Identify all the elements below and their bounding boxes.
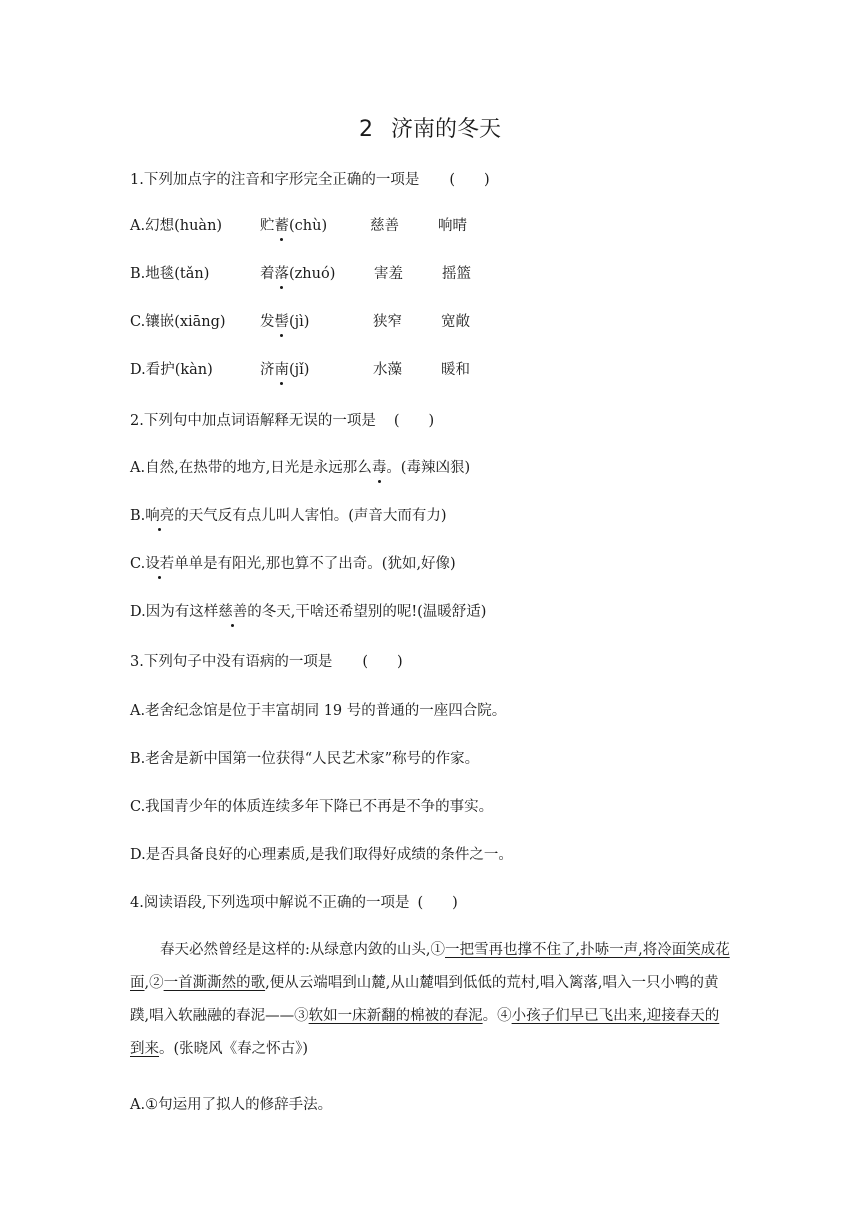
lesson-number: 2: [358, 117, 373, 142]
dotted-char: 髻: [274, 314, 289, 330]
underlined-sentence-2: 一首澌澌然的歌: [163, 975, 266, 991]
document-page: 2 济南的冬天 1.下列加点字的注音和字形完全正确的一项是 ( ) A.幻想(huàn) 贮蓄(chù) 慈善 响晴 B.地毯(tǎn) 着落(zhuó) 害羞 摇篮 C.镶嵌(xiāng) 发髻(jì) 狭窄 宽敞 D.看护(kàn) 济南(jǐ) 水藻 暖和 2.下列句中加点词语解释无误的一项是 ( ) A.自然,在热带的地方,日光是永远那么毒。(毒辣凶狠) B.响亮的天气反有点儿叫人害怕。(声音大而有力) C.设若单单是有阳光,那也算不了出奇。(犹如,好像) D.因为有这样慈善的冬天,干啥还希望别的呢!(温暖舒适) 3.下列句子中没有语病的一项是 ( ) A.老舍纪念馆是位于丰富胡同 19 号的普通的一座四合院。 B.老舍是新中国第一位获得“人民艺术家”称号的作家。 C.我国青少年的体质连续多年下降已不再是不争的事实。 D.是否具备良好的心理素质,是我们取得好成绩的条件之一。 4.阅读语段,下列选项中解说不正确的一项是 ( ) 春天必然曾经是这样的:从绿意内敛的山头,①一把雪再也撑不住了,扑哧一声,将冷面笑成花面,②一首澌澌然的歌,便从云端唱到山麓,从山麓唱到低低的荒村,唱入篱落,唱入一只小鸭的黄蹼,唱入软融融的春泥——③软如一床新翻的棉被的春泥。④小孩子们早已飞出来,迎接春天的到来。(张晓风《春之怀古》) A.①句运用了拟人的修辞手法。: [0, 0, 860, 1216]
dotted-word: 响亮: [145, 508, 175, 524]
question-1-stem: 1.下列加点字的注音和字形完全正确的一项是 ( ): [130, 172, 490, 188]
dotted-char: 落: [274, 266, 289, 282]
lesson-title: 济南的冬天: [390, 117, 501, 142]
question-4-option-a: A.①句运用了拟人的修辞手法。: [130, 1097, 333, 1113]
page-title: [0, 112, 860, 143]
answer-blank: ( ): [393, 413, 435, 429]
answer-blank: ( ): [417, 895, 458, 911]
question-3-stem: 3.下列句子中没有语病的一项是 ( ): [130, 654, 403, 670]
dotted-word: 设若: [145, 556, 175, 572]
question-3-option-d: D.是否具备良好的心理素质,是我们取得好成绩的条件之一。: [130, 847, 513, 863]
underlined-sentence-4: 小孩子们早已飞出来,迎接春天的到来: [130, 1008, 720, 1057]
answer-blank: ( ): [362, 654, 403, 670]
question-3-option-c: C.我国青少年的体质连续多年下降已不再是不争的事实。: [130, 799, 494, 815]
underlined-sentence-3: 软如一床新翻的棉被的春泥: [308, 1008, 483, 1024]
dotted-char: 南: [274, 362, 289, 378]
question-3-option-a: A.老舍纪念馆是位于丰富胡同 19 号的普通的一座四合院。: [130, 703, 507, 719]
answer-blank: ( ): [449, 172, 490, 188]
question-2-option-c: C.设若单单是有阳光,那也算不了出奇。(犹如,好像): [130, 556, 456, 572]
dotted-char: 蓄: [274, 218, 289, 234]
underlined-sentence-1: 一把雪再也撑不住了,扑哧一声,将冷面笑成花面: [130, 942, 730, 991]
question-2-option-d: D.因为有这样慈善的冬天,干啥还希望别的呢!(温暖舒适): [130, 604, 487, 620]
question-3-option-b: B.老舍是新中国第一位获得“人民艺术家”称号的作家。: [130, 751, 480, 767]
reading-passage: 春天必然曾经是这样的:从绿意内敛的山头,①一把雪再也撑不住了,扑哧一声,将冷面笑成花面,②一首澌澌然的歌,便从云端唱到山麓,从山麓唱到低低的荒村,唱入篱落,唱入一只小鸭的黄蹼,唱入软融融的春泥——③软如一床新翻的棉被的春泥。④小孩子们早已飞出来,迎接春天的到来。(张晓风《春之怀古》): [130, 942, 730, 1057]
question-4-stem: 4.阅读语段,下列选项中解说不正确的一项是 ( ): [130, 895, 458, 911]
dotted-word: 毒: [371, 460, 387, 476]
question-2-option-a: A.自然,在热带的地方,日光是永远那么毒。(毒辣凶狠): [130, 460, 471, 476]
dotted-word: 慈善: [218, 604, 248, 620]
question-2-option-b: B.响亮的天气反有点儿叫人害怕。(声音大而有力): [130, 508, 447, 524]
question-2-stem: 2.下列句中加点词语解释无误的一项是 ( ): [130, 413, 435, 429]
